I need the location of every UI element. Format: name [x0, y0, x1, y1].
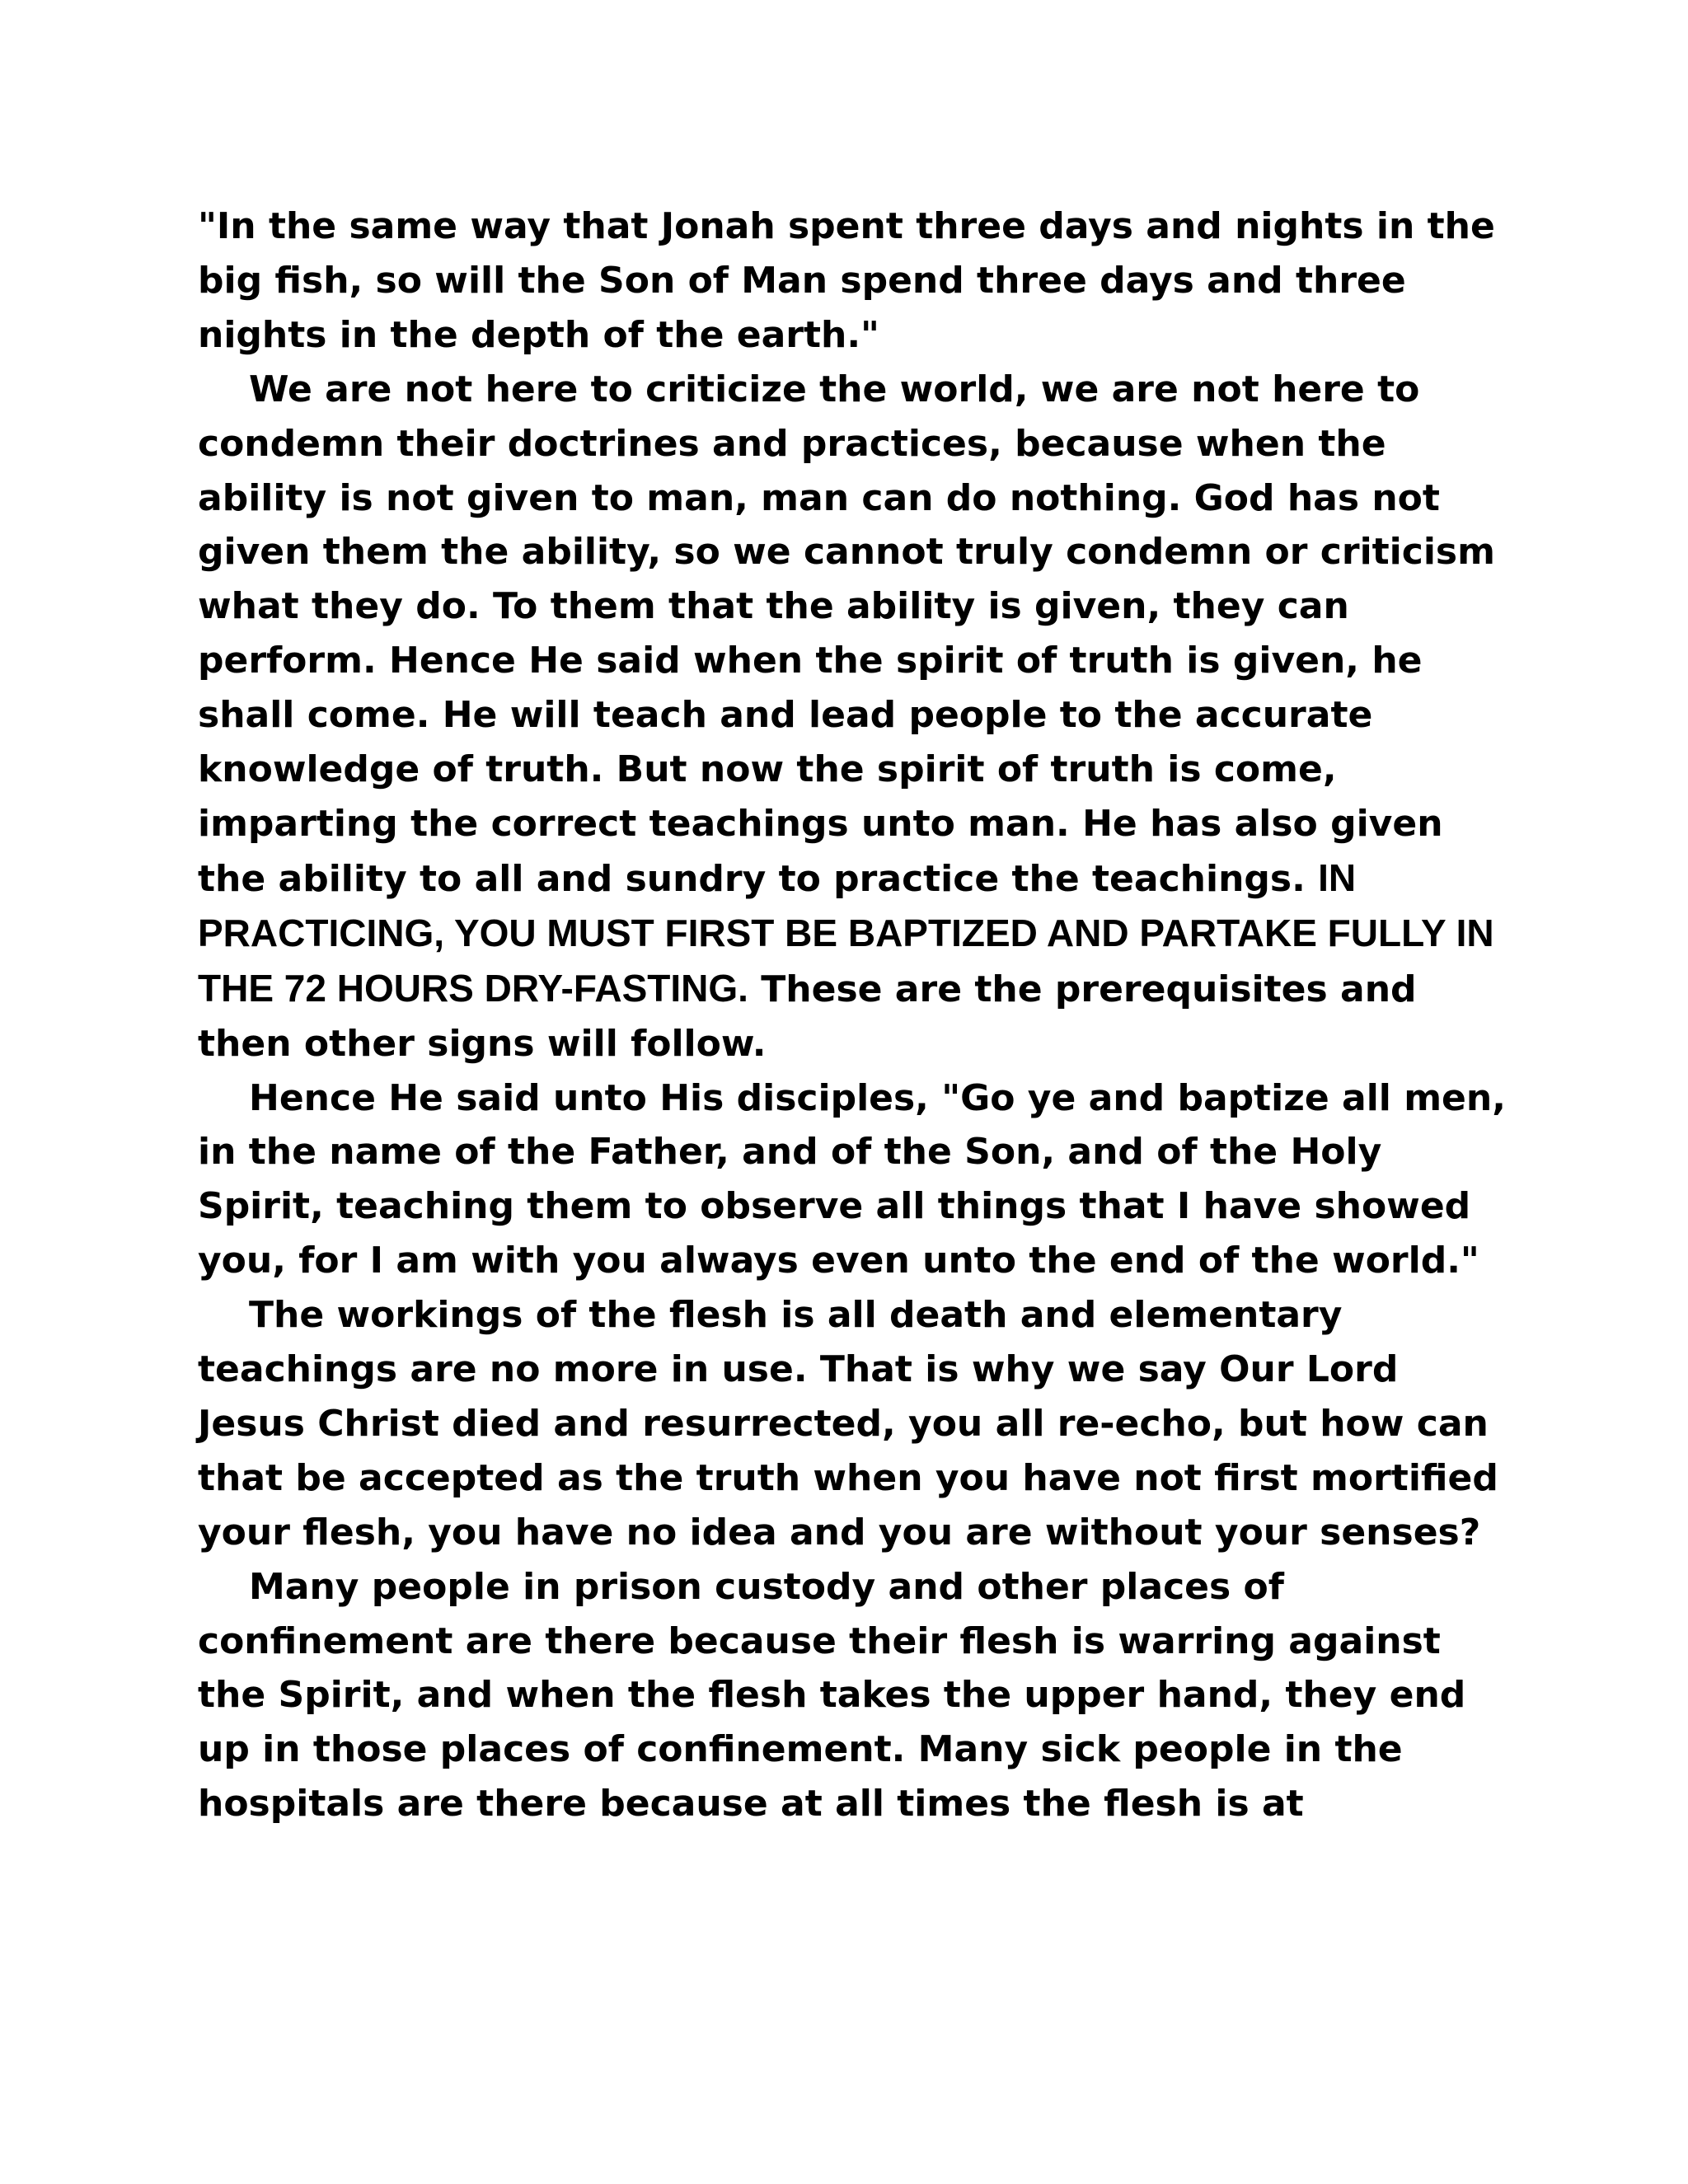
emphasis-text: IN PRACTICING, YOU MUST FIRST BE BAPTIZED AND PARTAKE FULLY IN THE 72 HOURS DRY-FASTING. [198, 855, 1494, 1010]
body-text [198, 199, 1517, 1831]
paragraph-disciples [198, 1071, 1517, 1289]
paragraph-text: Many people in prison custody and other places of confinement are there because their flesh is warring against the Spirit, and when the flesh takes the upper hand, they end up in those places of confinement. Many sick people in the hospitals are there because at all times the flesh is at [198, 1565, 1466, 1825]
paragraph-text: The workings of the flesh is all death and elementary teachings are no more in use. That is why we say Our Lord Jesus Christ died and resurrected, you all re-echo, but how can that be accepted as the truth when you have not first mortified your flesh, you have no idea and you are without your senses? [198, 1294, 1498, 1554]
paragraph-ability [198, 363, 1517, 1071]
paragraph-text: "In the same way that Jonah spent three days and nights in the big fish, so will the Son of Man spend three days and three nights in the depth of the earth." [198, 205, 1495, 356]
paragraph-text: We are not here to criticize the world, we are not here to condemn their doctrines and practices, because when the ability is not given to man, man can do nothing. God has not given them the ability, so we cannot truly condemn or criticism what they do. To them that the ability is given, they can perform. Hence He said when the spirit of truth is given, he shall come. He will teach and lead people to the accurate knowledge of truth. But now the spirit of truth is come, imparting the correct teachings unto man. He has also given the ability to all and sundry to practice the teachings. [198, 368, 1495, 900]
paragraph-text-after: These are the prerequisites and then other signs will follow. [198, 968, 1417, 1065]
paragraph-confinement [198, 1560, 1517, 1832]
paragraph-flesh [198, 1288, 1517, 1560]
paragraph-jonah-quote [198, 199, 1517, 363]
paragraph-text: Hence He said unto His disciples, "Go ye and baptize all men, in the name of the Father, and of the Son, and of the Holy Spirit, teaching them to observe all things that I have showed you, for I am with you always even unto the end of the world." [198, 1076, 1506, 1282]
